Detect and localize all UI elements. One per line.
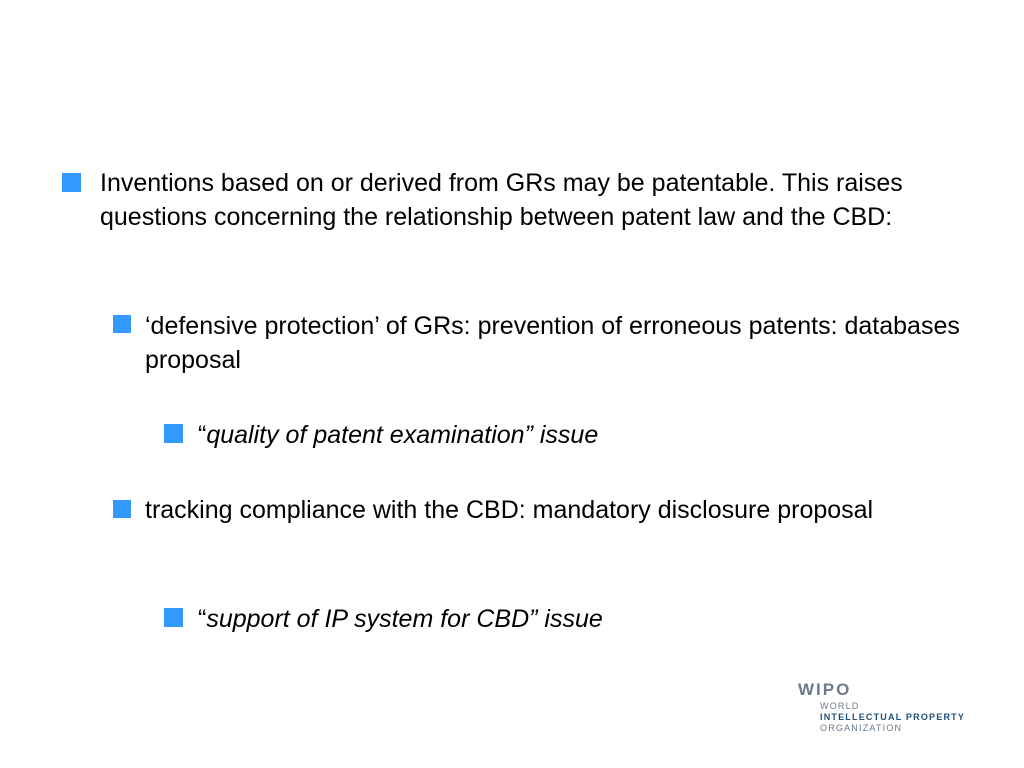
opening-quote: “ [198, 605, 207, 633]
square-bullet-icon [164, 424, 183, 443]
logo-line-1: WORLD [820, 701, 860, 711]
italic-text: quality of patent examination” issue [206, 421, 599, 449]
bullet-text: tracking compliance with the CBD: mandatory disclosure proposal [145, 496, 874, 524]
logo-line-2: INTELLECTUAL PROPERTY [820, 712, 966, 722]
italic-text: support of IP system for CBD” issue [206, 605, 603, 633]
opening-quote: “ [198, 421, 207, 449]
square-bullet-icon [113, 315, 131, 333]
square-bullet-icon [113, 500, 131, 518]
bullet-text: Inventions based on or derived from GRs may be patentable. This raises questions concerning the relationship between patent law and the CBD: [100, 169, 903, 231]
bullet-text [198, 602, 958, 636]
bullet-text: ‘defensive protection’ of GRs: prevention of erroneous patents: databases proposal [145, 312, 960, 374]
square-bullet-icon [164, 608, 183, 627]
square-bullet-icon [62, 173, 81, 192]
bullet-text [198, 418, 958, 452]
logo-line-3: ORGANIZATION [820, 723, 903, 733]
logo-wordmark: WIPO [798, 680, 852, 699]
wipo-logo [798, 680, 998, 740]
